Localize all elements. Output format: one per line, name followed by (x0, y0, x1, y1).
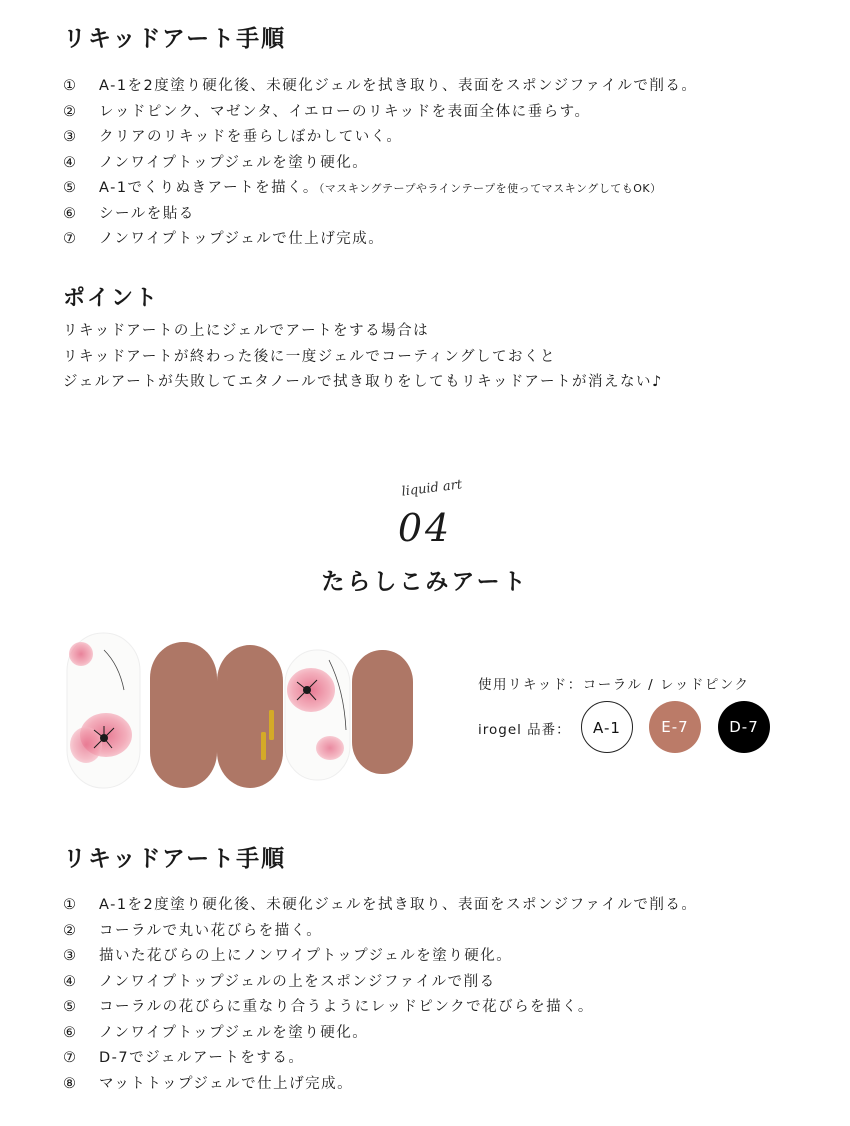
step-item (63, 176, 697, 202)
step-item (63, 202, 697, 228)
step-item (63, 1021, 697, 1047)
step-number: ⑥ (63, 205, 78, 222)
step-number: ② (63, 922, 78, 939)
step-text: レッドピンク、マゼンタ、イエローのリキッドを表面全体に垂らす。 (99, 103, 591, 120)
step-text: A-1でくりぬきアートを描く。 (99, 180, 319, 196)
step-number: ④ (63, 973, 78, 990)
art-title: たらしこみアート (321, 569, 529, 595)
step-number: ③ (63, 948, 78, 964)
nail-white-floral-1 (67, 633, 140, 788)
step-number: ① (63, 78, 78, 94)
step-number: ⑤ (63, 180, 78, 196)
section1-steps (63, 74, 697, 253)
point-line: リキッドアートが終わった後に一度ジェルでコーティングしておくと (63, 348, 556, 365)
liquid-art-sublabel-text: liquid art (400, 477, 463, 500)
step-item (63, 100, 697, 126)
irogel-code-label: irogel 品番： (478, 722, 571, 738)
step-item (63, 995, 697, 1021)
section2-steps (63, 893, 697, 1097)
step-item (63, 227, 697, 253)
liquid-used-text: 使用リキッド：コーラル / レッドピンク (478, 677, 750, 693)
point-line: ジェルアートが失敗してエタノールで拭き取りをしてもリキッドアートが消えない♪ (63, 374, 663, 390)
nail-white-floral-2 (285, 650, 350, 780)
step-item (63, 74, 697, 100)
step-number: ① (63, 897, 78, 913)
step-text: マットトップジェルで仕上げ完成。 (99, 1075, 354, 1092)
step-number: ⑦ (63, 231, 78, 247)
point-line: リキッドアートの上にジェルでアートをする場合は (63, 323, 430, 339)
step-number: ⑤ (63, 999, 78, 1015)
step-item (63, 893, 697, 919)
step-text: コーラルで丸い花びらを描く。 (99, 922, 323, 939)
step-number: ⑧ (63, 1075, 78, 1092)
step-item (63, 1046, 697, 1072)
step-text: シールを貼る (99, 205, 195, 222)
step-text: D-7でジェルアートをする。 (99, 1050, 305, 1066)
color-chip-e7: E-7 (649, 701, 701, 753)
step-text: コーラルの花びらに重なり合うようにレッドピンクで花びらを描く。 (99, 999, 594, 1015)
step-note: （マスキングテープやラインテープを使ってマスキングしてもOK） (318, 182, 662, 195)
step-number: ④ (63, 154, 78, 171)
step-text: ノンワイプトップジェルで仕上げ完成。 (99, 231, 385, 247)
step-item (63, 1072, 697, 1098)
nail-photo (64, 630, 424, 800)
section1-title: リキッドアート手順 (63, 26, 287, 52)
step-number: ⑦ (63, 1050, 78, 1066)
nail-terracotta-gold (217, 645, 283, 788)
step-number: ② (63, 103, 78, 120)
step-item (63, 944, 697, 970)
step-item (63, 970, 697, 996)
step-text: 描いた花びらの上にノンワイプトップジェルを塗り硬化。 (99, 948, 513, 964)
step-item (63, 151, 697, 177)
color-chip-d7: D-7 (718, 701, 770, 753)
liquid-art-sublabel (387, 472, 477, 502)
color-chip-a1: A-1 (581, 701, 633, 753)
step-item (63, 125, 697, 151)
step-text: A-1を2度塗り硬化後、未硬化ジェルを拭き取り、表面をスポンジファイルで削る。 (99, 897, 698, 913)
nail-terracotta-2 (352, 650, 413, 774)
step-text: A-1を2度塗り硬化後、未硬化ジェルを拭き取り、表面をスポンジファイルで削る。 (99, 78, 698, 94)
step-text: ノンワイプトップジェルを塗り硬化。 (99, 154, 369, 171)
step-number: ⑥ (63, 1024, 78, 1041)
step-item (63, 919, 697, 945)
section2-title: リキッドアート手順 (63, 846, 287, 872)
nail-terracotta-1 (150, 642, 217, 788)
point-text (63, 319, 663, 396)
step-text: ノンワイプトップジェルを塗り硬化。 (99, 1024, 369, 1041)
step-number: ③ (63, 129, 78, 145)
step-text: ノンワイプトップジェルの上をスポンジファイルで削る (99, 973, 496, 990)
point-title: ポイント (63, 286, 160, 311)
step-text: クリアのリキッドを垂らしぼかしていく。 (99, 129, 403, 145)
art-number: 04 (397, 506, 453, 550)
